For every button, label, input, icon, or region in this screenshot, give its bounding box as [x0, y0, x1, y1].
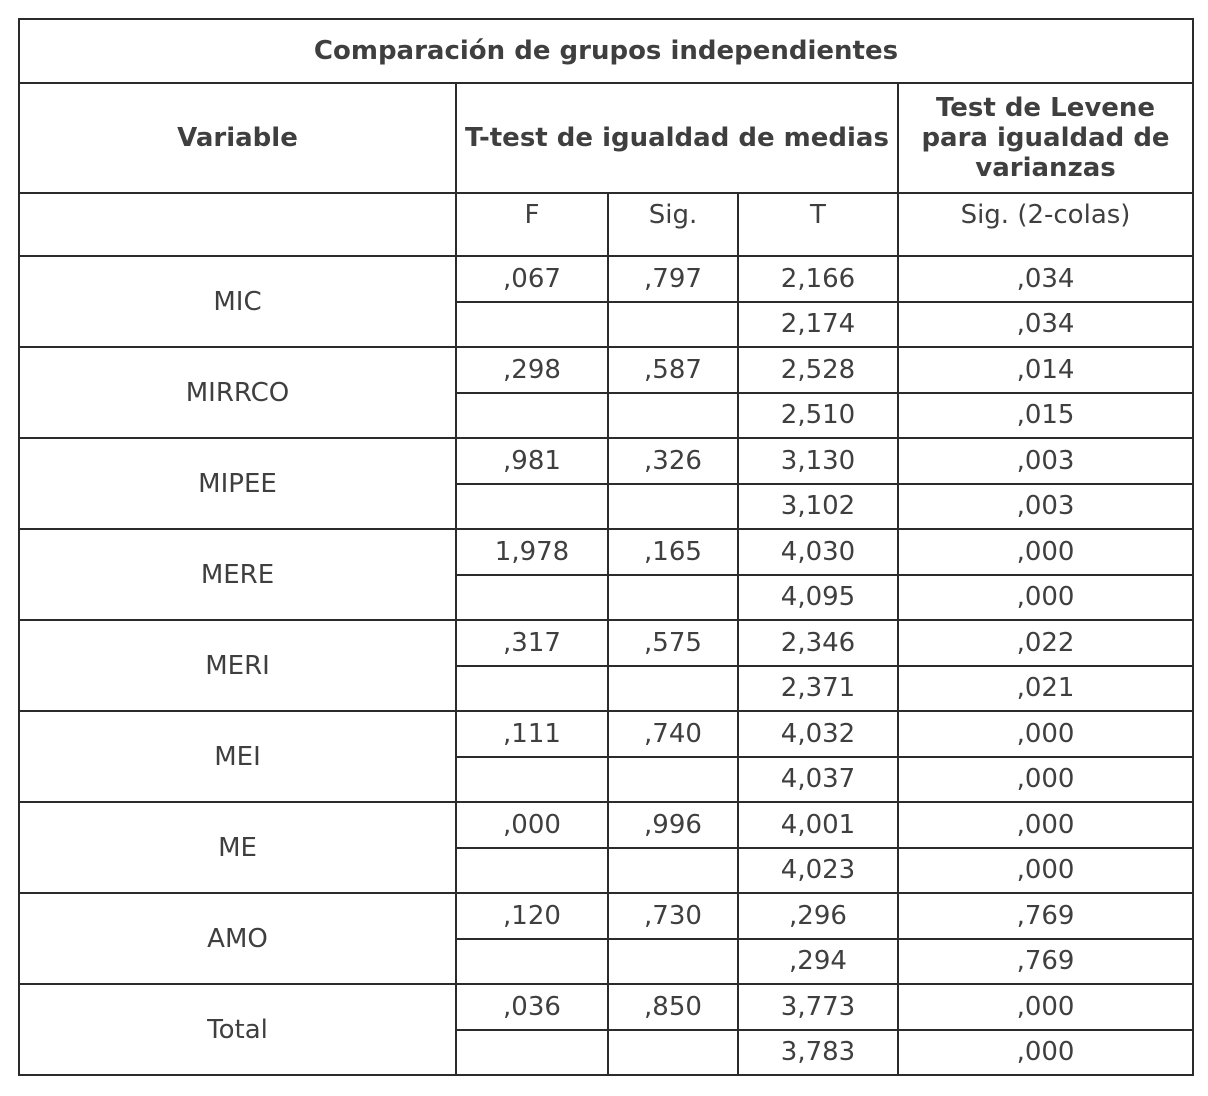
comparison-table — [18, 18, 1194, 1076]
sig2-value-cell: ,000 — [898, 711, 1193, 757]
sig-subheader: Sig. — [608, 193, 738, 256]
sig2-value-cell: ,003 — [898, 484, 1193, 530]
sig2-value-cell: ,769 — [898, 893, 1193, 939]
t-value-cell: 2,166 — [738, 256, 898, 302]
t-value-cell: 4,095 — [738, 575, 898, 621]
variable-name-cell: AMO — [19, 893, 456, 984]
sig-value-cell: ,740 — [608, 711, 738, 757]
ttest-header: T-test de igualdad de medias — [456, 83, 898, 193]
table-row — [19, 802, 1193, 848]
f-value-cell: ,067 — [456, 256, 608, 302]
variable-name-cell: MERE — [19, 529, 456, 620]
t-value-cell: 2,528 — [738, 347, 898, 393]
t-value-cell: 2,510 — [738, 393, 898, 439]
t-value-cell: 4,001 — [738, 802, 898, 848]
empty-sig-cell — [608, 1030, 738, 1076]
table-row — [19, 529, 1193, 575]
sig2-value-cell: ,769 — [898, 939, 1193, 985]
sig-value-cell: ,326 — [608, 438, 738, 484]
empty-f-cell — [456, 848, 608, 894]
f-value-cell: ,000 — [456, 802, 608, 848]
t-value-cell: 4,023 — [738, 848, 898, 894]
table-row — [19, 347, 1193, 393]
table-title: Comparación de grupos independientes — [19, 19, 1193, 83]
t-value-cell: ,294 — [738, 939, 898, 985]
sig-value-cell: ,587 — [608, 347, 738, 393]
f-value-cell: ,120 — [456, 893, 608, 939]
empty-sig-cell — [608, 575, 738, 621]
empty-f-cell — [456, 1030, 608, 1076]
empty-f-cell — [456, 757, 608, 803]
empty-f-cell — [456, 939, 608, 985]
f-value-cell: ,111 — [456, 711, 608, 757]
empty-f-cell — [456, 666, 608, 712]
sig2-value-cell: ,034 — [898, 302, 1193, 348]
sig-value-cell: ,730 — [608, 893, 738, 939]
empty-sig-cell — [608, 302, 738, 348]
t-value-cell: 3,773 — [738, 984, 898, 1030]
sig2-value-cell: ,000 — [898, 575, 1193, 621]
variable-name-cell: MIC — [19, 256, 456, 347]
sig-value-cell: ,165 — [608, 529, 738, 575]
empty-f-cell — [456, 393, 608, 439]
variable-name-cell: ME — [19, 802, 456, 893]
variable-name-cell: MIRRCO — [19, 347, 456, 438]
sig2-value-cell: ,000 — [898, 529, 1193, 575]
empty-sig-cell — [608, 484, 738, 530]
sig-value-cell: ,797 — [608, 256, 738, 302]
table-row — [19, 893, 1193, 939]
t-value-cell: 4,037 — [738, 757, 898, 803]
t-value-cell: 4,032 — [738, 711, 898, 757]
sig2-value-cell: ,000 — [898, 802, 1193, 848]
sig-value-cell: ,996 — [608, 802, 738, 848]
table-row — [19, 438, 1193, 484]
f-subheader: F — [456, 193, 608, 256]
sig2-value-cell: ,034 — [898, 256, 1193, 302]
empty-sig-cell — [608, 939, 738, 985]
sig2-value-cell: ,015 — [898, 393, 1193, 439]
table-row — [19, 984, 1193, 1030]
t-value-cell: 2,346 — [738, 620, 898, 666]
f-value-cell: 1,978 — [456, 529, 608, 575]
empty-sig-cell — [608, 393, 738, 439]
t-value-cell: 3,102 — [738, 484, 898, 530]
variable-name-cell: MEI — [19, 711, 456, 802]
f-value-cell: ,298 — [456, 347, 608, 393]
empty-f-cell — [456, 484, 608, 530]
t-value-cell: 3,783 — [738, 1030, 898, 1076]
sig2-value-cell: ,014 — [898, 347, 1193, 393]
t-value-cell: 2,371 — [738, 666, 898, 712]
empty-sig-cell — [608, 757, 738, 803]
sig2-value-cell: ,000 — [898, 1030, 1193, 1076]
sig2-value-cell: ,000 — [898, 984, 1193, 1030]
f-value-cell: ,036 — [456, 984, 608, 1030]
t-value-cell: 2,174 — [738, 302, 898, 348]
empty-subheader-cell — [19, 193, 456, 256]
empty-f-cell — [456, 302, 608, 348]
variable-header: Variable — [19, 83, 456, 193]
empty-sig-cell — [608, 848, 738, 894]
t-value-cell: 3,130 — [738, 438, 898, 484]
variable-name-cell: Total — [19, 984, 456, 1075]
f-value-cell: ,317 — [456, 620, 608, 666]
sig2-value-cell: ,022 — [898, 620, 1193, 666]
empty-f-cell — [456, 575, 608, 621]
sig-value-cell: ,575 — [608, 620, 738, 666]
table-row — [19, 711, 1193, 757]
sig2-subheader: Sig. (2-colas) — [898, 193, 1193, 256]
t-value-cell: ,296 — [738, 893, 898, 939]
variable-name-cell: MIPEE — [19, 438, 456, 529]
sig2-value-cell: ,021 — [898, 666, 1193, 712]
table-row — [19, 256, 1193, 302]
variable-name-cell: MERI — [19, 620, 456, 711]
t-subheader: T — [738, 193, 898, 256]
f-value-cell: ,981 — [456, 438, 608, 484]
t-value-cell: 4,030 — [738, 529, 898, 575]
sig2-value-cell: ,000 — [898, 757, 1193, 803]
sig-value-cell: ,850 — [608, 984, 738, 1030]
sig2-value-cell: ,003 — [898, 438, 1193, 484]
empty-sig-cell — [608, 666, 738, 712]
levene-header: Test de Levene para igualdad de varianzas — [898, 83, 1193, 193]
table-row — [19, 620, 1193, 666]
sig2-value-cell: ,000 — [898, 848, 1193, 894]
